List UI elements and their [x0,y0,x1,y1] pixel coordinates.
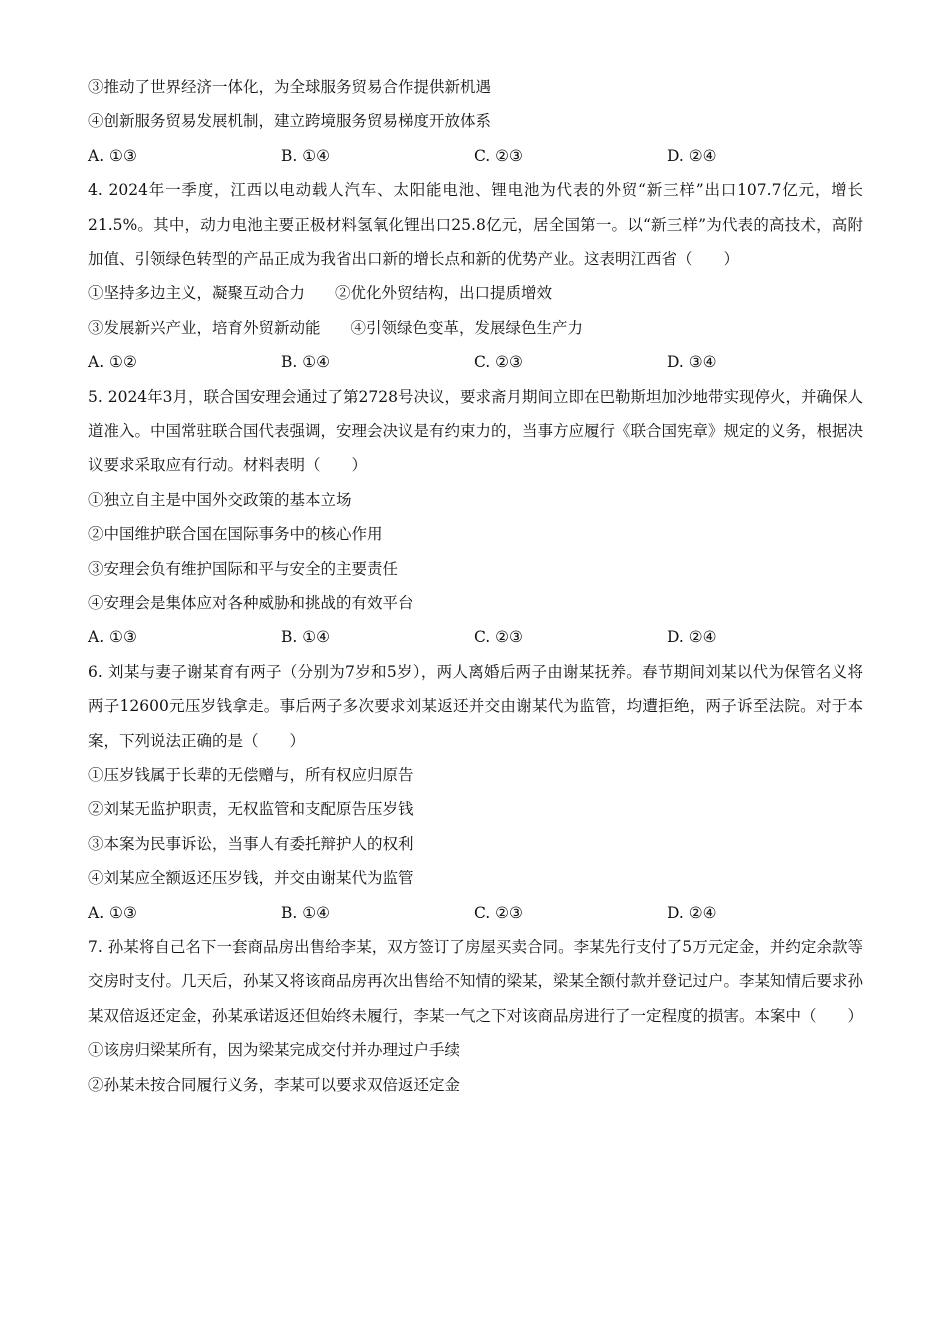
q5-option-c[interactable]: C. ②③ [474,628,523,647]
q6-item-4: ④刘某应全额返还压岁钱，并交由谢某代为监管 [88,869,414,888]
q7-stem: 7. 孙某将自己名下一套商品房出售给李某，双方签订了房屋买卖合同。李某先行支付了5万元定金，并约定余款等交房时支付。几天后，孙某又将该商品房再次出售给不知情的梁某，梁某全额付款并登记过户。李某知情后要求孙某双倍返还定金，孙某承诺返还但始终未履行，李某一气之下对该商品房进行了一定程度的损害。本案中（ ） [88,937,864,1025]
q4-item-3: ③发展新兴产业，培育外贸新动能 [88,318,321,337]
question-5 [88,380,863,655]
q4-option-c[interactable]: C. ②③ [474,353,523,372]
q3-option-c[interactable]: C. ②③ [474,146,523,165]
q6-item-3: ③本案为民事诉讼，当事人有委托辩护人的权利 [88,834,414,853]
q5-stem: 5. 2024年3月，联合国安理会通过了第2728号决议，要求斋月期间立即在巴勒斯坦加沙地带实现停火，并确保人道准入。中国常驻联合国代表强调，安理会决议是有约束力的，当事方应履行《联合国宪章》规定的义务，根据决议要求采取应有行动。材料表明（ ） [88,387,864,475]
q5-item-2: ②中国维护联合国在国际事务中的核心作用 [88,525,383,544]
q3-option-b[interactable]: B. ①④ [281,146,331,165]
q5-item-4: ④安理会是集体应对各种威胁和挑战的有效平台 [88,593,414,612]
q4-option-d[interactable]: D. ③④ [667,353,717,372]
exam-page [88,70,863,1102]
q6-stem: 6. 刘某与妻子谢某育有两子（分别为7岁和5岁），两人离婚后两子由谢某抚养。春节期间刘某以代为保管名义将两子12600元压岁钱拿走。事后两子多次要求刘某返还并交由谢某代为监管，均遭拒绝，两子诉至法院。对于本案，下列说法正确的是（ ） [88,662,863,750]
q5-options [88,620,863,654]
q5-option-a[interactable]: A. ①③ [88,628,137,647]
q4-stem: 4. 2024年一季度，江西以电动载人汽车、太阳能电池、锂电池为代表的外贸“新三样”出口107.7亿元，增长21.5%。其中，动力电池主要正极材料氢氧化锂出口25.8亿元，居全国第一。以“新三样”为代表的高技术，高附加值、引领绿色转型的产品正成为我省出口新的增长点和新的优势产业。这表明江西省（ ） [88,181,863,268]
q4-items-row-2 [88,311,863,345]
q4-items-row-1 [88,276,863,310]
q6-option-c[interactable]: C. ②③ [474,903,523,922]
q6-item-1: ①压岁钱属于长辈的无偿赠与，所有权应归原告 [88,765,414,784]
q4-item-2: ②优化外贸结构，出口提质增效 [335,284,553,303]
q5-item-3: ③安理会负有维护国际和平与安全的主要责任 [88,559,399,578]
question-3 [88,70,863,173]
q6-options [88,896,863,930]
q3-option-d[interactable]: D. ②④ [667,146,717,165]
q4-option-a[interactable]: A. ①② [88,353,137,372]
q5-option-d[interactable]: D. ②④ [667,628,717,647]
q3-item-3: ③推动了世界经济一体化，为全球服务贸易合作提供新机遇 [88,78,492,96]
q6-option-a[interactable]: A. ①③ [88,903,137,922]
q3-options [88,139,863,173]
q4-options [88,345,863,379]
q7-item-2: ②孙某未按合同履行义务，李某可以要求双倍返还定金 [88,1075,461,1094]
q3-item-4: ④创新服务贸易发展机制，建立跨境服务贸易梯度开放体系 [88,112,492,131]
q6-option-b[interactable]: B. ①④ [281,903,331,922]
q5-item-1: ①独立自主是中国外交政策的基本立场 [88,490,352,509]
question-6 [88,655,863,930]
question-7 [88,930,863,1102]
q4-item-4: ④引领绿色变革，发展绿色生产力 [350,318,584,337]
q4-option-b[interactable]: B. ①④ [281,353,331,372]
q6-item-2: ②刘某无监护职责，无权监管和支配原告压岁钱 [88,800,414,819]
question-4 [88,173,863,379]
q3-option-a[interactable]: A. ①③ [88,146,137,165]
q4-item-1: ①坚持多边主义，凝聚互动合力 [88,284,306,303]
q6-option-d[interactable]: D. ②④ [667,903,717,922]
q7-item-1: ①该房归梁某所有，因为梁某完成交付并办理过户手续 [88,1041,461,1060]
q5-option-b[interactable]: B. ①④ [281,628,331,647]
